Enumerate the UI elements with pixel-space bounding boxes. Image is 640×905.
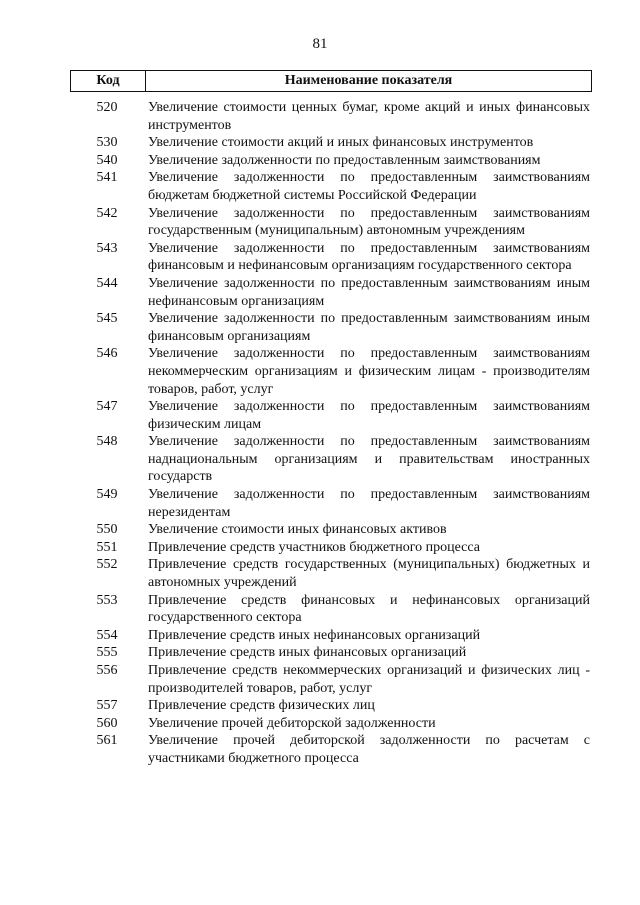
row-code: 540 xyxy=(96,152,118,168)
row-name: Привлечение средств участников бюджетного процесса xyxy=(148,539,480,555)
row-name: Увеличение прочей дебиторской задолженности по расчетам с участниками бюджетного процесса xyxy=(148,733,590,766)
row-code: 561 xyxy=(96,733,118,749)
row-name: Увеличение задолженности по предоставленным заимствованиям иным нефинансовым организациям xyxy=(148,275,590,309)
table-header xyxy=(70,70,592,92)
row-name: Увеличение задолженности по предоставленным заимствованиям бюджетам бюджетной системы Российской Федерации xyxy=(148,170,590,203)
table-row xyxy=(70,627,592,645)
row-name: Увеличение стоимости акций и иных финансовых инструментов xyxy=(148,135,534,151)
row-name: Увеличение прочей дебиторской задолженности xyxy=(148,715,436,731)
row-name: Увеличение задолженности по предоставленным заимствованиям финансовым и нефинансовым организациям государственного сектора xyxy=(148,240,590,274)
row-name: Увеличение задолженности по предоставленным заимствованиям нерезидентам xyxy=(148,487,590,520)
row-name: Привлечение средств иных финансовых организаций xyxy=(148,645,467,661)
indicator-table xyxy=(70,99,592,768)
column-header-code: Код xyxy=(70,71,146,91)
column-header-name: Наименование показателя xyxy=(146,71,592,91)
row-name: Увеличение задолженности по предоставленным заимствованиям физическим лицам xyxy=(148,399,590,432)
row-name: Увеличение задолженности по предоставленным заимствованиям xyxy=(148,152,541,168)
row-name: Увеличение стоимости ценных бумаг, кроме акций и иных финансовых инструментов xyxy=(148,100,590,133)
table-row xyxy=(70,99,592,134)
table-row xyxy=(70,486,592,521)
row-name: Увеличение задолженности по предоставленным заимствованиям иным финансовым организациям xyxy=(148,311,590,344)
row-code: 554 xyxy=(96,627,118,643)
table-row xyxy=(70,205,592,240)
row-name: Увеличение стоимости иных финансовых активов xyxy=(148,522,447,538)
table-row xyxy=(70,169,592,204)
table-row xyxy=(70,521,592,539)
row-code: 548 xyxy=(96,434,118,450)
row-code: 530 xyxy=(96,135,118,151)
table-row xyxy=(70,134,592,152)
table-row xyxy=(70,433,592,486)
row-name: Привлечение средств государственных (муниципальных) бюджетных и автономных учреждений xyxy=(148,557,590,591)
page-number: 81 xyxy=(312,36,328,52)
table-row xyxy=(70,697,592,715)
row-name: Привлечение средств некоммерческих организаций и физических лиц - производителей товаров, работ, услуг xyxy=(148,663,590,696)
row-name: Увеличение задолженности по предоставленным заимствованиям государственным (муниципальным) автономным учреждениям xyxy=(148,205,590,239)
table-row xyxy=(70,662,592,697)
row-code: 551 xyxy=(96,539,118,555)
table-row xyxy=(70,556,592,591)
table-row xyxy=(70,715,592,733)
row-code: 542 xyxy=(96,205,118,221)
table-row xyxy=(70,310,592,345)
table-row xyxy=(70,398,592,433)
row-code: 541 xyxy=(96,170,118,186)
row-code: 553 xyxy=(96,592,118,608)
row-name: Привлечение средств иных нефинансовых организаций xyxy=(148,627,481,643)
table-row xyxy=(70,152,592,170)
row-name: Привлечение средств физических лиц xyxy=(148,698,375,714)
table-row xyxy=(70,539,592,557)
row-code: 550 xyxy=(96,522,118,538)
table-row xyxy=(70,275,592,310)
table-row xyxy=(70,644,592,662)
row-code: 557 xyxy=(96,698,118,714)
row-code: 543 xyxy=(96,240,118,256)
row-code: 560 xyxy=(96,715,118,731)
row-code: 545 xyxy=(96,311,118,327)
row-name: Привлечение средств финансовых и нефинансовых организаций государственного сектора xyxy=(148,592,590,626)
row-code: 549 xyxy=(96,487,118,503)
table-row xyxy=(70,345,592,398)
row-code: 544 xyxy=(96,275,118,291)
row-code: 552 xyxy=(96,557,118,573)
table-row xyxy=(70,592,592,627)
row-code: 555 xyxy=(96,645,118,661)
row-name: Увеличение задолженности по предоставленным заимствованиям наднациональным организациям и правительствам иностранных государств xyxy=(148,434,590,485)
row-code: 556 xyxy=(96,663,118,678)
table-row xyxy=(70,240,592,275)
row-code: 546 xyxy=(96,346,118,362)
row-code: 547 xyxy=(96,399,118,415)
table-row xyxy=(70,732,592,767)
row-name: Увеличение задолженности по предоставленным заимствованиям некоммерческим организациям и физическим лицам - производителям товаров, работ, услуг xyxy=(148,346,590,397)
row-code: 520 xyxy=(96,100,118,115)
